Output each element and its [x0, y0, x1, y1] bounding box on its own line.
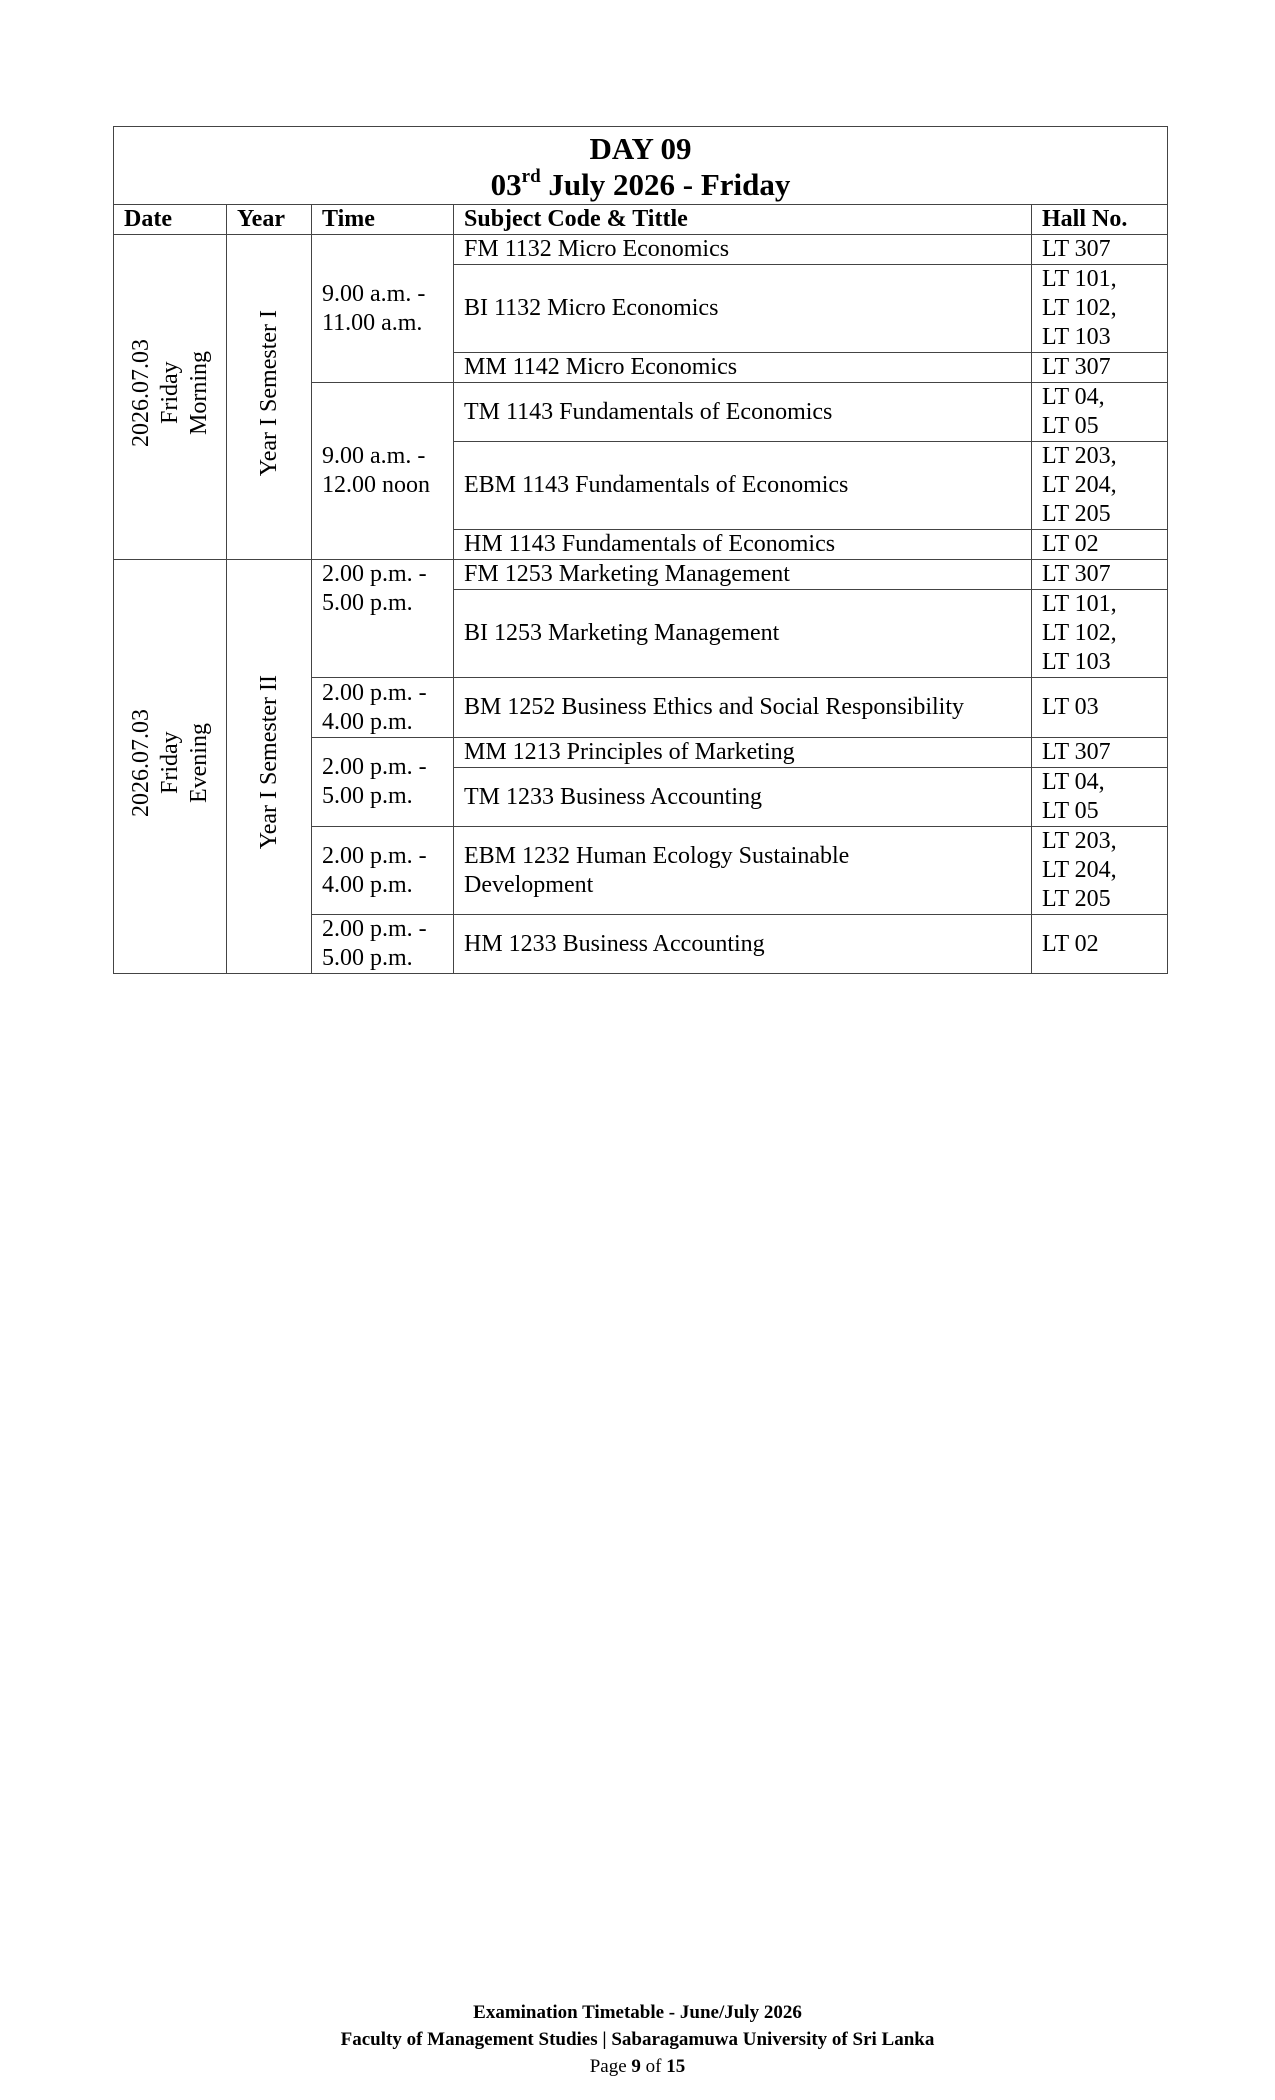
- table-row: [114, 560, 1168, 590]
- exam-time: 2.00 p.m. - 5.00 p.m.: [312, 738, 454, 827]
- morning-date-cell: [114, 235, 227, 560]
- exam-subject: BI 1132 Micro Economics: [454, 265, 1032, 353]
- page-total: 15: [666, 2056, 686, 2077]
- column-header-hall: Hall No.: [1032, 205, 1168, 235]
- column-header-date: Date: [114, 205, 227, 235]
- exam-hall: LT 203, LT 204, LT 205: [1032, 827, 1168, 915]
- exam-timetable: [113, 126, 1168, 974]
- column-header-row: [114, 205, 1168, 235]
- exam-hall: LT 04, LT 05: [1032, 768, 1168, 827]
- page-number: 9: [631, 2056, 641, 2077]
- exam-subject: BI 1253 Marketing Management: [454, 590, 1032, 678]
- exam-subject: MM 1213 Principles of Marketing: [454, 738, 1032, 768]
- exam-subject: TM 1143 Fundamentals of Economics: [454, 383, 1032, 442]
- morning-year-cell: [227, 235, 312, 560]
- morning-year-label: Year I Semester I: [255, 309, 282, 477]
- exam-subject: HM 1143 Fundamentals of Economics: [454, 530, 1032, 560]
- exam-subject: FM 1132 Micro Economics: [454, 235, 1032, 265]
- exam-hall: LT 101, LT 102, LT 103: [1032, 265, 1168, 353]
- exam-hall: LT 02: [1032, 530, 1168, 560]
- evening-date-cell: [114, 560, 227, 974]
- exam-hall: LT 307: [1032, 235, 1168, 265]
- title-row: [114, 127, 1168, 205]
- exam-hall: LT 203, LT 204, LT 205: [1032, 442, 1168, 530]
- exam-subject: BM 1252 Business Ethics and Social Responsibility: [454, 678, 1032, 738]
- evening-date-label: 2026.07.03 Friday Evening: [127, 708, 212, 817]
- exam-time: 9.00 a.m. - 12.00 noon: [312, 383, 454, 560]
- exam-time: 2.00 p.m. - 4.00 p.m.: [312, 678, 454, 738]
- day-date-suffix: rd: [521, 165, 541, 187]
- exam-hall: LT 02: [1032, 915, 1168, 974]
- day-title-cell: [114, 127, 1168, 205]
- exam-time: 9.00 a.m. - 11.00 a.m.: [312, 235, 454, 383]
- exam-time: 2.00 p.m. - 5.00 p.m.: [312, 560, 454, 678]
- day-date-number: 03: [490, 166, 522, 202]
- column-header-year: Year: [227, 205, 312, 235]
- column-header-subject: Subject Code & Tittle: [454, 205, 1032, 235]
- exam-subject: MM 1142 Micro Economics: [454, 353, 1032, 383]
- exam-subject: HM 1233 Business Accounting: [454, 915, 1032, 974]
- exam-hall: LT 307: [1032, 560, 1168, 590]
- table-row: [114, 235, 1168, 265]
- evening-year-label: Year I Semester II: [255, 675, 282, 850]
- column-header-time: Time: [312, 205, 454, 235]
- exam-time: 2.00 p.m. - 5.00 p.m.: [312, 915, 454, 974]
- exam-hall: LT 04, LT 05: [1032, 383, 1168, 442]
- evening-year-cell: [227, 560, 312, 974]
- morning-date-label: 2026.07.03 Friday Morning: [127, 339, 212, 447]
- day-number: DAY 09: [589, 130, 692, 166]
- page-number-indicator: [0, 2053, 1275, 2080]
- exam-subject: FM 1253 Marketing Management: [454, 560, 1032, 590]
- exam-subject: EBM 1143 Fundamentals of Economics: [454, 442, 1032, 530]
- footer-institution-text: Faculty of Management Studies | Sabaragamuwa University of Sri Lanka: [340, 2029, 935, 2050]
- exam-subject: TM 1233 Business Accounting: [454, 768, 1032, 827]
- footer-title: [0, 1999, 1275, 2026]
- exam-hall: LT 307: [1032, 738, 1168, 768]
- footer-institution: [0, 2026, 1275, 2053]
- page-prefix: Page: [589, 2056, 632, 2077]
- day-date: [114, 166, 1167, 204]
- exam-subject: EBM 1232 Human Ecology Sustainable Development: [454, 827, 1032, 915]
- day-date-rest: July 2026 - Friday: [540, 166, 791, 202]
- exam-hall: LT 307: [1032, 353, 1168, 383]
- exam-hall: LT 03: [1032, 678, 1168, 738]
- exam-time: 2.00 p.m. - 4.00 p.m.: [312, 827, 454, 915]
- exam-hall: LT 101, LT 102, LT 103: [1032, 590, 1168, 678]
- page-of: of: [640, 2056, 667, 2077]
- footer-title-text: Examination Timetable - June/July 2026: [473, 2002, 802, 2023]
